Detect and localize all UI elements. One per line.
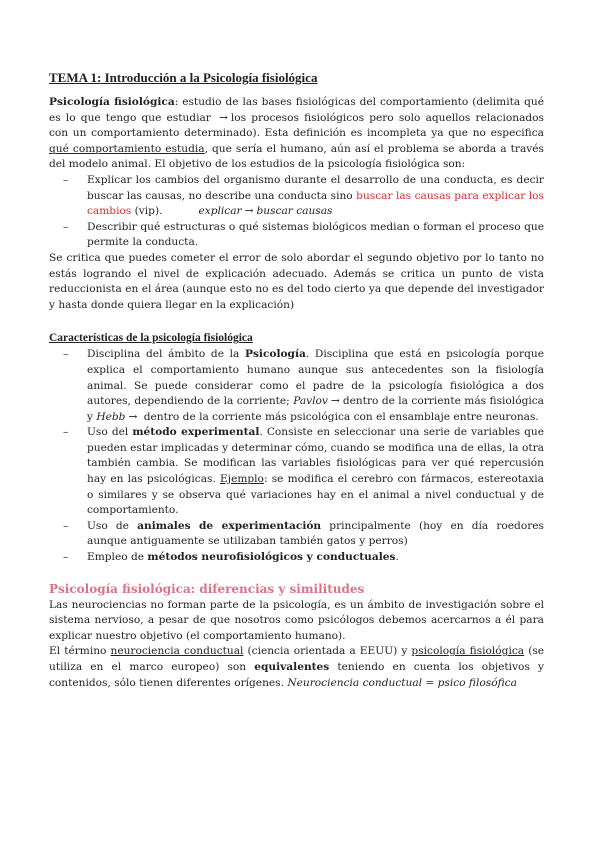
section-heading-characteristics: Características de la psicología fisiológica (49, 332, 253, 345)
highlight-red: buscar las causas para explicar los cambios (87, 189, 544, 218)
final-note: Neurociencia conductual = psico filosófica (287, 676, 517, 689)
differences-paragraph-1: Las neurociencias no forman parte de la psicología, es un ámbito de investigación sobre el sistema nervioso, a pesar de que nosotros como psicólogos debemos acercarnos a él para explicar nuestro objetivo (el comportamiento humano). (49, 598, 544, 642)
list-item: – Uso del método experimental. Consiste en seleccionar una serie de variables que pueden estar implicadas y determinar cómo, cuando se modifica una de ellas, la otra también cambia. Se modifican las variables fisiológicas para ver qué repercusión hay en las psicológicas. Ejemplo: se modifica el cerebro con fármacos, estereotaxia o similares y se observa qué variaciones hay en el animal a nivel conductual y de comportamiento. (63, 426, 544, 517)
objectives-list (49, 173, 544, 251)
intro-term: Psicología fisiológica (49, 96, 175, 108)
list-item: – Describir qué estructuras o qué sistemas biológicos median o forman el proceso que permite la conducta. (63, 220, 544, 249)
section-heading-differences: Psicología fisiológica: diferencias y similitudes (49, 581, 365, 596)
differences-paragraph-2: El término neurociencia conductual (ciencia orientada a EEUU) y psicología fisiológica (se utiliza en el marco europeo) son equivalentes teniendo en cuenta los objetivos y contenidos, sólo tienen diferentes orígenes. Neurociencia conductual = psico filosófica (49, 645, 545, 689)
arrow-icon: → (244, 205, 254, 218)
underlined-phrase: qué comportamiento estudia (49, 142, 205, 155)
list-item: – Disciplina del ámbito de la Psicología. Disciplina que está en psicología porque explica el comportamiento humano aunque sus antecedentes son la fisiología animal. Se puede considerar como el padre de la psicología fisiológica a dos autores, dependiendo de la corriente; Pavlov → dentro de la corriente más fisiológica y Hebb → dentro de la corriente más psicológica con el ensamblaje entre neuronas. (63, 348, 544, 423)
title-label: TEMA 1: (49, 70, 102, 85)
arrow-icon: → (128, 410, 138, 423)
critique-paragraph: Se critica que puedes cometer el error de solo abordar el segundo objetivo por lo tanto no estás logrando el nivel de explicación adecuado. Además se critica un punto de vista reduccionista en el área (aunque esto no es del todo cierto ya que depende del investigador y hasta donde quiera llegar en la explicación) (49, 251, 544, 311)
arrow-icon: → (330, 395, 340, 408)
list-item: – Uso de animales de experimentación principalmente (hoy en día roedores aunque antiguamente se utilizaban también gatos y perros) (63, 519, 544, 548)
list-item: – Empleo de métodos neurofisiológicos y conductuales. (63, 551, 399, 564)
intro-paragraph: Psicología fisiológica: estudio de las bases fisiológicas del comportamiento (delimita qué es lo que tengo que estudiar → los procesos fisiológicos pero solo aquellos relacionados con un comportamiento determinado). Esta definición es incompleta ya que no especifica qué comportamiento estudia, que sería el humano, aún así el problema se aborda a través del modelo animal. El objetivo de los estudios de la psicología fisiológica son: (49, 96, 545, 171)
document-title (49, 70, 544, 86)
document-page (49, 70, 544, 691)
title-text: Introducción a la Psicología fisiológica (101, 70, 318, 85)
characteristics-list (49, 347, 544, 565)
arrow-icon: → (219, 111, 228, 124)
list-item: – Explicar los cambios del organismo durante el desarrollo de una conducta, es decir buscar las causas, no describe una conducta sino buscar las causas para explicar los cambios (vip). explicar → buscar causas (63, 173, 544, 218)
